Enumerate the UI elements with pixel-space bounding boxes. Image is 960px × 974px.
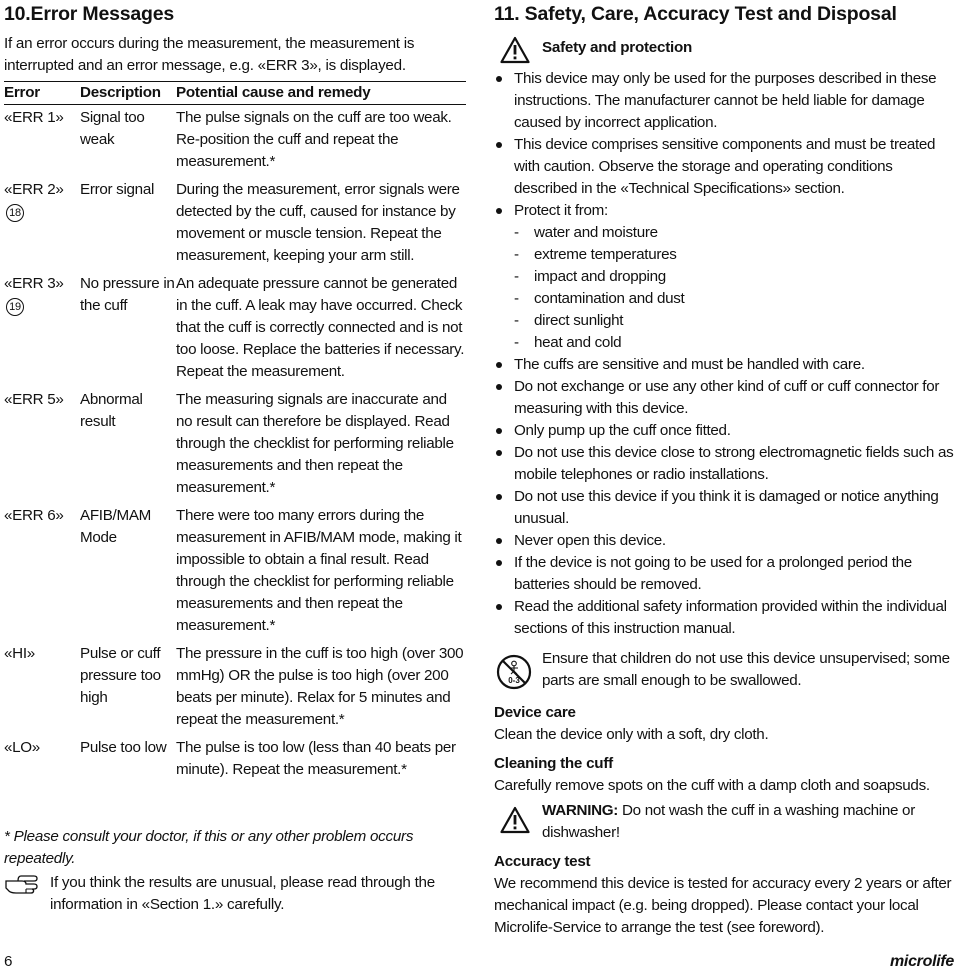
error-code-cell [4, 273, 80, 389]
left-column [4, 0, 466, 77]
header-remedy: Potential cause and remedy [176, 82, 466, 105]
error-description: Pulse or cuff pressure too high [80, 645, 161, 706]
safety-bullet-item [494, 596, 956, 640]
safety-item-text: The cuffs are sensitive and must be handled with care. [514, 356, 865, 373]
microlife-logo: microlife [890, 953, 954, 970]
figure-reference-badge: 18 [6, 204, 24, 222]
error-code-cell [4, 105, 80, 180]
error-code: «ERR 3» [4, 275, 64, 292]
safety-item-text: Only pump up the cuff once fitted. [514, 422, 731, 439]
safety-item-text: extreme temperatures [534, 246, 677, 263]
error-description: Error signal [80, 181, 155, 198]
error-code: «ERR 1» [4, 109, 64, 126]
children-age-warning-icon [496, 654, 532, 690]
error-code-cell [4, 737, 80, 781]
error-code: «HI» [4, 645, 35, 662]
safety-bullet-item [494, 200, 956, 222]
dash-marker: - [514, 290, 519, 307]
safety-bullet-item [494, 442, 956, 486]
error-remedy: During the measurement, error signals were detected by the cuff, caused for instance by movement or muscle tension. Repeat the measurement, keeping your arm still. [176, 181, 460, 264]
error-row [4, 737, 466, 781]
right-column [494, 0, 956, 27]
page-number: 6 [4, 953, 13, 970]
safety-sub-item [494, 244, 956, 266]
safety-item-text: contamination and dust [534, 290, 685, 307]
hint-text: If you think the results are unusual, please read through the information in «Section 1.» carefully. [50, 874, 435, 913]
error-intro-text: If an error occurs during the measurement, the measurement is interrupted and an error message, e.g. «ERR 3», is displayed. [4, 35, 415, 74]
safety-item-text: Do not use this device if you think it is damaged or notice anything unusual. [514, 488, 939, 527]
error-code: «LO» [4, 739, 40, 756]
safety-bullet-item [494, 530, 956, 552]
safety-sub-item [494, 332, 956, 354]
safety-list [494, 68, 956, 640]
dash-marker: - [514, 268, 519, 285]
safety-item-text: If the device is not going to be used for a prolonged period the batteries should be removed. [514, 554, 912, 593]
safety-bullet-item [494, 552, 956, 596]
error-description: AFIB/MAM Mode [80, 507, 152, 546]
error-description: No pressure in the cuff [80, 275, 175, 314]
error-row [4, 179, 466, 273]
safety-bullet-item [494, 354, 956, 376]
safety-bullet-item [494, 486, 956, 530]
safety-item-text: direct sunlight [534, 312, 624, 329]
error-code: «ERR 5» [4, 391, 64, 408]
error-description: Abnormal result [80, 391, 143, 430]
error-row [4, 505, 466, 643]
dash-marker: - [514, 246, 519, 263]
error-remedy: An adequate pressure cannot be generated in the cuff. A leak may have occurred. Check that the cuff is correctly connected and is not too loose. Replace the batteries if necessary. Repeat the measurement. [176, 275, 465, 380]
safety-sub-item [494, 310, 956, 332]
error-remedy: The pulse signals on the cuff are too weak. Re-position the cuff and repeat the measurement.* [176, 109, 452, 170]
error-code: «ERR 2» [4, 181, 64, 198]
bullet-dot-icon [496, 538, 502, 544]
accuracy-title: Accuracy test [494, 853, 591, 870]
safety-bullet-item [494, 68, 956, 134]
bullet-dot-icon [496, 208, 502, 214]
pointing-hand-icon [4, 872, 40, 896]
error-code-cell [4, 179, 80, 273]
safety-heading-row [494, 34, 956, 66]
bullet-dot-icon [496, 428, 502, 434]
footnote: * Please consult your doctor, if this or any other problem occurs repeatedly. [4, 828, 414, 867]
error-row [4, 273, 466, 389]
cleaning-text: Carefully remove spots on the cuff with a damp cloth and soapsuds. [494, 777, 930, 794]
section-title-safety: 11. Safety, Care, Accuracy Test and Disposal [494, 3, 897, 25]
bullet-dot-icon [496, 494, 502, 500]
figure-reference-badge: 19 [6, 298, 24, 316]
dash-marker: - [514, 312, 519, 329]
child-icon-label: 0-3 [508, 676, 520, 685]
safety-item-text: Protect it from: [514, 202, 608, 219]
safety-item-text: water and moisture [534, 224, 658, 241]
bullet-dot-icon [496, 362, 502, 368]
bullet-dot-icon [496, 450, 502, 456]
safety-item-text: impact and dropping [534, 268, 666, 285]
safety-item-text: Do not use this device close to strong electromagnetic fields such as mobile telephones or radio installations. [514, 444, 954, 483]
safety-title: Safety and protection [542, 39, 693, 56]
safety-bullet-item [494, 420, 956, 442]
error-row [4, 389, 466, 505]
accuracy-text: We recommend this device is tested for accuracy every 2 years or after mechanical impact (e.g. being dropped). Please contact your local Microlife-Service to arrange the test (see foreword). [494, 875, 952, 936]
safety-bullet-item [494, 376, 956, 420]
dash-marker: - [514, 334, 519, 351]
error-table [4, 81, 466, 781]
section-title-error-messages: 10.Error Messages [4, 3, 175, 25]
cleaning-title: Cleaning the cuff [494, 755, 613, 772]
error-code-cell [4, 505, 80, 643]
safety-item-text: This device may only be used for the purposes described in these instructions. The manufacturer cannot be held liable for damage caused by incorrect application. [514, 70, 937, 131]
error-remedy: There were too many errors during the measurement in AFIB/MAM mode, making it impossible to obtain a final result. Read through the checklist for performing reliable measurements and then repeat the measurement.* [176, 507, 462, 634]
error-row [4, 105, 466, 180]
error-code-cell [4, 643, 80, 737]
washing-warning [494, 800, 956, 846]
child-warning [494, 648, 956, 698]
warning-triangle-icon [500, 36, 530, 64]
safety-item-text: Do not exchange or use any other kind of cuff or cuff connector for measuring with this device. [514, 378, 940, 417]
device-care-text: Clean the device only with a soft, dry cloth. [494, 726, 769, 743]
safety-item-text: heat and cold [534, 334, 622, 351]
error-table-header [4, 82, 466, 105]
bullet-dot-icon [496, 560, 502, 566]
safety-sub-item [494, 222, 956, 244]
error-description: Signal too weak [80, 109, 145, 148]
child-warning-text: Ensure that children do not use this device unsupervised; some parts are small enough to be swallowed. [542, 650, 950, 689]
bullet-dot-icon [496, 142, 502, 148]
washing-warning-text [542, 800, 956, 844]
device-care-title: Device care [494, 704, 576, 721]
warning-label: WARNING: [542, 802, 619, 819]
bullet-dot-icon [496, 76, 502, 82]
bullet-dot-icon [496, 384, 502, 390]
error-row [4, 643, 466, 737]
error-description: Pulse too low [80, 739, 167, 756]
error-remedy: The pressure in the cuff is too high (over 300 mmHg) OR the pulse is too high (over 200 beats per minute). Relax for 5 minutes and repeat the measurement.* [176, 645, 464, 728]
safety-item-text: Never open this device. [514, 532, 666, 549]
error-code-cell [4, 389, 80, 505]
safety-sub-item [494, 266, 956, 288]
safety-sub-item [494, 288, 956, 310]
safety-item-text: Read the additional safety information provided within the individual sections of this instruction manual. [514, 598, 947, 637]
warning-triangle-icon [500, 806, 530, 834]
header-error: Error [4, 82, 80, 105]
error-remedy: The measuring signals are inaccurate and no result can therefore be displayed. Read through the checklist for performing reliable measurements and then repeat the measurement.* [176, 391, 454, 496]
safety-bullet-item [494, 134, 956, 200]
warning-body: Do not wash the cuff in a washing machine or dishwasher! [542, 802, 915, 841]
safety-item-text: This device comprises sensitive components and must be treated with caution. Observe the storage and operating conditions described in the «Technical Specifications» section. [514, 136, 936, 197]
dash-marker: - [514, 224, 519, 241]
error-code: «ERR 6» [4, 507, 64, 524]
bullet-dot-icon [496, 604, 502, 610]
header-description: Description [80, 82, 176, 105]
error-remedy: The pulse is too low (less than 40 beats per minute). Repeat the measurement.* [176, 739, 456, 778]
